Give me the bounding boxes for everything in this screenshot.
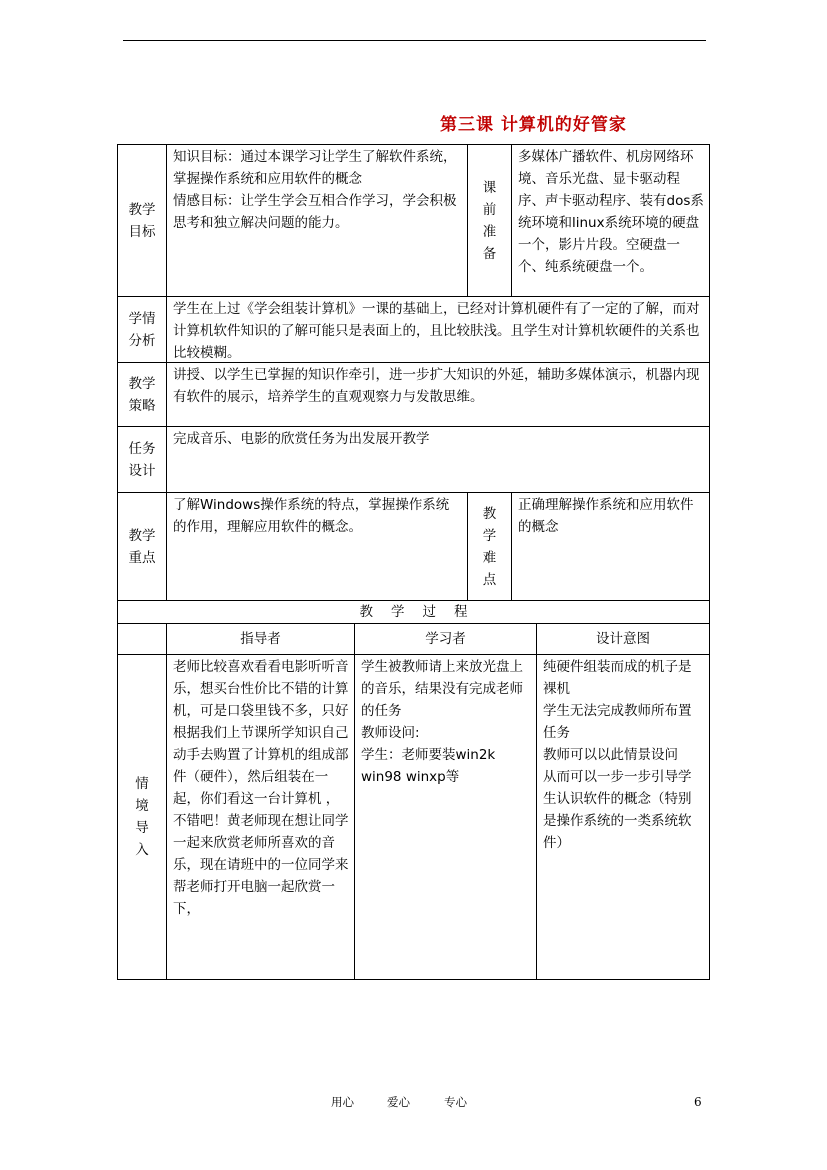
footer-item-3: 专心 — [444, 1095, 467, 1109]
footer-item-1: 用心 — [331, 1095, 354, 1109]
focus-content: 了解Windows操作系统的特点，掌握操作系统的作用，理解应用软件的概念。 — [166, 492, 468, 601]
page-number: 6 — [694, 1095, 702, 1109]
difficulty-label: 教学难点 — [467, 492, 512, 601]
focus-label: 教学重点 — [117, 492, 167, 601]
page-title: 第三课 计算机的好管家 — [440, 115, 627, 135]
intent-content — [536, 654, 710, 980]
intent-line-4: 从而可以一步一步引导学生认识软件的概念（特别是操作系统的一类系统软件） — [543, 769, 692, 851]
prep-label: 课前准备 — [467, 144, 512, 297]
goal-content — [166, 144, 468, 297]
student-content — [354, 654, 537, 980]
process-blank-cell — [117, 623, 167, 655]
task-label: 任务设计 — [117, 426, 167, 493]
intent-line-3: 教师可以以此情景设问 — [543, 747, 678, 763]
emotion-goal: 情感目标：让学生学会互相合作学习，学会积极思考和独立解决问题的能力。 — [173, 193, 457, 231]
goal-label: 教学目标 — [117, 144, 167, 297]
difficulty-content: 正确理解操作系统和应用软件的概念 — [511, 492, 710, 601]
intro-label: 情境导入 — [117, 654, 167, 980]
prep-content: 多媒体广播软件、机房网络环境、音乐光盘、显卡驱动程序、声卡驱动程序、装有dos系统环境和linux系统环境的硬盘一个，影片片段。空硬盘一个、纯系统硬盘一个。 — [511, 144, 710, 297]
teacher-content: 老师比较喜欢看看电影听听音乐，想买台性价比不错的计算机，可是口袋里钱不多，只好根据我们上节课所学知识自己动手去购置了计算机的组成部件（硬件），然后组装在一起，你们看这一台计算机 ，不错吧！黄老师现在想让同学一起来欣赏老师所喜欢的音乐，现在请班中的一位同学来帮老师打开电脑一起欣赏一下， — [166, 654, 355, 980]
analysis-content: 学生在上过《学会组装计算机》一课的基础上，已经对计算机硬件有了一定的了解，而对计算机软件知识的了解可能只是表面上的，且比较肤浅。且学生对计算机软硬件的关系也比较模糊。 — [166, 296, 710, 363]
student-line-1: 学生被教师请上来放光盘上的音乐，结果没有完成老师的任务 — [361, 659, 523, 719]
knowledge-goal: 知识目标：通过本课学习让学生了解软件系统，掌握操作系统和应用软件的概念 — [173, 149, 457, 187]
analysis-label: 学情分析 — [117, 296, 167, 363]
col-teacher-header: 指导者 — [166, 623, 355, 655]
student-line-2: 教师设问: — [361, 725, 420, 741]
student-line-3: 学生：老师要装win2k win98 winxp等 — [361, 747, 496, 785]
header-rule — [123, 40, 706, 41]
col-student-header: 学习者 — [354, 623, 537, 655]
footer-item-2: 爱心 — [387, 1095, 410, 1109]
process-header: 教学过程 — [117, 600, 710, 624]
col-intent-header: 设计意图 — [536, 623, 710, 655]
intent-line-1: 纯硬件组装而成的机子是裸机 — [543, 659, 692, 697]
strategy-content: 讲授、以学生已掌握的知识作牵引，进一步扩大知识的外延，辅助多媒体演示，机器内现有软件的展示，培养学生的直观观察力与发散思维。 — [166, 362, 710, 427]
intent-line-2: 学生无法完成教师所布置任务 — [543, 703, 692, 741]
task-content: 完成音乐、电影的欣赏任务为出发展开教学 — [166, 426, 710, 493]
strategy-label: 教学策略 — [117, 362, 167, 427]
